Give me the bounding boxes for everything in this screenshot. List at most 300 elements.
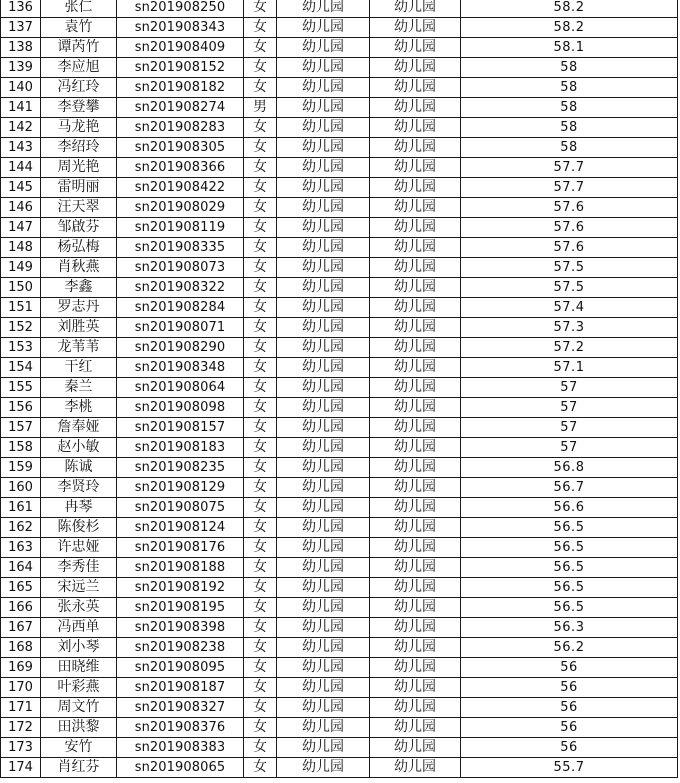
- score-cell[interactable]: 56: [461, 718, 678, 738]
- position-cell[interactable]: 幼儿园: [370, 698, 461, 718]
- gender-cell[interactable]: 男: [244, 98, 277, 118]
- name-cell[interactable]: 刘小琴: [41, 638, 117, 658]
- score-cell[interactable]: 58: [461, 58, 678, 78]
- score-cell[interactable]: 56.5: [461, 598, 678, 618]
- unit-cell[interactable]: 幼儿园: [277, 638, 370, 658]
- exam-id-cell[interactable]: sn201908343: [117, 18, 244, 38]
- unit-cell[interactable]: 幼儿园: [277, 558, 370, 578]
- unit-cell[interactable]: 幼儿园: [277, 118, 370, 138]
- table-row: [1, 298, 678, 318]
- score-cell[interactable]: 58: [461, 118, 678, 138]
- unit-cell[interactable]: 幼儿园: [277, 38, 370, 58]
- row-number-cell[interactable]: 155: [1, 378, 41, 398]
- score-cell[interactable]: 56: [461, 738, 678, 758]
- exam-id-cell[interactable]: sn201908073: [117, 258, 244, 278]
- gender-cell[interactable]: 女: [244, 18, 277, 38]
- exam-id-cell[interactable]: sn201908129: [117, 478, 244, 498]
- name-cell[interactable]: 陈俊杉: [41, 518, 117, 538]
- unit-cell[interactable]: 幼儿园: [277, 458, 370, 478]
- position-cell[interactable]: 幼儿园: [370, 58, 461, 78]
- name-cell[interactable]: 龙苇苇: [41, 338, 117, 358]
- gender-cell[interactable]: 女: [244, 58, 277, 78]
- name-cell[interactable]: 张永英: [41, 598, 117, 618]
- exam-id-cell[interactable]: sn201908366: [117, 158, 244, 178]
- exam-id-cell[interactable]: sn201908335: [117, 238, 244, 258]
- gender-cell[interactable]: 女: [244, 558, 277, 578]
- row-number-cell[interactable]: 150: [1, 278, 41, 298]
- row-number-cell[interactable]: 139: [1, 58, 41, 78]
- gender-cell[interactable]: 女: [244, 438, 277, 458]
- unit-cell[interactable]: 幼儿园: [277, 78, 370, 98]
- gender-cell[interactable]: 女: [244, 618, 277, 638]
- unit-cell[interactable]: 幼儿园: [277, 658, 370, 678]
- position-cell[interactable]: 幼儿园: [370, 438, 461, 458]
- gender-cell[interactable]: 女: [244, 198, 277, 218]
- gender-cell[interactable]: 女: [244, 538, 277, 558]
- table-row: [1, 638, 678, 658]
- exam-id-cell[interactable]: sn201908327: [117, 698, 244, 718]
- name-cell[interactable]: 谭芮竹: [41, 38, 117, 58]
- score-cell[interactable]: 57: [461, 398, 678, 418]
- name-cell[interactable]: 冯红玲: [41, 78, 117, 98]
- position-cell[interactable]: 幼儿园: [370, 358, 461, 378]
- gender-cell[interactable]: 女: [244, 0, 277, 18]
- score-cell[interactable]: 57.4: [461, 298, 678, 318]
- table-row: [1, 418, 678, 438]
- unit-cell[interactable]: 幼儿园: [277, 178, 370, 198]
- score-cell[interactable]: 57.7: [461, 158, 678, 178]
- row-number-cell[interactable]: 154: [1, 358, 41, 378]
- position-cell[interactable]: 幼儿园: [370, 458, 461, 478]
- unit-cell[interactable]: 幼儿园: [277, 578, 370, 598]
- position-cell[interactable]: 幼儿园: [370, 758, 461, 778]
- exam-id-cell[interactable]: sn201908322: [117, 278, 244, 298]
- gender-cell[interactable]: 女: [244, 758, 277, 778]
- unit-cell[interactable]: 幼儿园: [277, 358, 370, 378]
- unit-cell[interactable]: 幼儿园: [277, 618, 370, 638]
- exam-id-cell[interactable]: sn201908383: [117, 738, 244, 758]
- unit-cell[interactable]: 幼儿园: [277, 538, 370, 558]
- position-cell[interactable]: 幼儿园: [370, 598, 461, 618]
- unit-cell[interactable]: 幼儿园: [277, 718, 370, 738]
- position-cell[interactable]: 幼儿园: [370, 618, 461, 638]
- unit-cell[interactable]: 幼儿园: [277, 218, 370, 238]
- unit-cell[interactable]: 幼儿园: [277, 158, 370, 178]
- score-cell[interactable]: 56: [461, 658, 678, 678]
- table-row: [1, 218, 678, 238]
- exam-id-cell[interactable]: sn201908157: [117, 418, 244, 438]
- exam-id-cell[interactable]: sn201908075: [117, 498, 244, 518]
- gender-cell[interactable]: 女: [244, 598, 277, 618]
- gender-cell[interactable]: 女: [244, 338, 277, 358]
- score-cell[interactable]: 57.6: [461, 238, 678, 258]
- gender-cell[interactable]: 女: [244, 78, 277, 98]
- gender-cell[interactable]: 女: [244, 718, 277, 738]
- position-cell[interactable]: 幼儿园: [370, 338, 461, 358]
- row-number-cell[interactable]: 144: [1, 158, 41, 178]
- gender-cell[interactable]: 女: [244, 658, 277, 678]
- table-row: [1, 498, 678, 518]
- name-cell[interactable]: 冯西单: [41, 618, 117, 638]
- name-cell[interactable]: 安竹: [41, 738, 117, 758]
- exam-id-cell[interactable]: sn201908283: [117, 118, 244, 138]
- row-number-cell[interactable]: 147: [1, 218, 41, 238]
- name-cell[interactable]: 张仁: [41, 0, 117, 18]
- name-cell[interactable]: 叶彩燕: [41, 678, 117, 698]
- unit-cell[interactable]: 幼儿园: [277, 438, 370, 458]
- position-cell[interactable]: 幼儿园: [370, 278, 461, 298]
- score-cell[interactable]: 58.1: [461, 38, 678, 58]
- row-number-cell[interactable]: 151: [1, 298, 41, 318]
- score-cell[interactable]: 57: [461, 438, 678, 458]
- table-row: [1, 378, 678, 398]
- row-number-cell[interactable]: 145: [1, 178, 41, 198]
- table-row: [1, 678, 678, 698]
- gender-cell[interactable]: 女: [244, 698, 277, 718]
- row-number-cell[interactable]: 159: [1, 458, 41, 478]
- gender-cell[interactable]: 女: [244, 218, 277, 238]
- score-cell[interactable]: 58: [461, 98, 678, 118]
- position-cell[interactable]: 幼儿园: [370, 298, 461, 318]
- table-row: [1, 558, 678, 578]
- table-row: [1, 38, 678, 58]
- name-cell[interactable]: 秦兰: [41, 378, 117, 398]
- table-row: [1, 718, 678, 738]
- gender-cell[interactable]: 女: [244, 278, 277, 298]
- name-cell[interactable]: 干红: [41, 358, 117, 378]
- score-cell[interactable]: 56.3: [461, 618, 678, 638]
- position-cell[interactable]: 幼儿园: [370, 398, 461, 418]
- position-cell[interactable]: 幼儿园: [370, 718, 461, 738]
- name-cell[interactable]: 汪天翠: [41, 198, 117, 218]
- score-cell[interactable]: 58: [461, 78, 678, 98]
- name-cell[interactable]: 詹奉娅: [41, 418, 117, 438]
- position-cell[interactable]: 幼儿园: [370, 78, 461, 98]
- exam-id-cell[interactable]: sn201908250: [117, 0, 244, 18]
- score-cell[interactable]: 57.3: [461, 318, 678, 338]
- exam-id-cell[interactable]: sn201908290: [117, 338, 244, 358]
- position-cell[interactable]: 幼儿园: [370, 0, 461, 18]
- gender-cell[interactable]: 女: [244, 678, 277, 698]
- row-number-cell[interactable]: 146: [1, 198, 41, 218]
- gender-cell[interactable]: 女: [244, 158, 277, 178]
- score-cell[interactable]: 57.2: [461, 338, 678, 358]
- unit-cell[interactable]: 幼儿园: [277, 298, 370, 318]
- exam-id-cell[interactable]: sn201908284: [117, 298, 244, 318]
- position-cell[interactable]: 幼儿园: [370, 678, 461, 698]
- score-cell[interactable]: 56.5: [461, 578, 678, 598]
- exam-id-cell[interactable]: sn201908071: [117, 318, 244, 338]
- row-number-cell[interactable]: 168: [1, 638, 41, 658]
- unit-cell[interactable]: 幼儿园: [277, 338, 370, 358]
- gender-cell[interactable]: 女: [244, 458, 277, 478]
- exam-id-cell[interactable]: sn201908192: [117, 578, 244, 598]
- score-cell[interactable]: 57: [461, 418, 678, 438]
- row-number-cell[interactable]: 161: [1, 498, 41, 518]
- score-cell[interactable]: 56.6: [461, 498, 678, 518]
- score-cell[interactable]: 56.5: [461, 558, 678, 578]
- table-row: [1, 478, 678, 498]
- position-cell[interactable]: 幼儿园: [370, 158, 461, 178]
- position-cell[interactable]: 幼儿园: [370, 258, 461, 278]
- unit-cell[interactable]: 幼儿园: [277, 98, 370, 118]
- name-cell[interactable]: 李桃: [41, 398, 117, 418]
- table-row: [1, 618, 678, 638]
- exam-id-cell[interactable]: sn201908176: [117, 538, 244, 558]
- position-cell[interactable]: 幼儿园: [370, 498, 461, 518]
- score-cell[interactable]: 58.2: [461, 0, 678, 18]
- exam-id-cell[interactable]: sn201908095: [117, 658, 244, 678]
- row-number-cell[interactable]: 149: [1, 258, 41, 278]
- name-cell[interactable]: 袁竹: [41, 18, 117, 38]
- position-cell[interactable]: 幼儿园: [370, 318, 461, 338]
- unit-cell[interactable]: 幼儿园: [277, 58, 370, 78]
- table-row: [1, 658, 678, 678]
- unit-cell[interactable]: 幼儿园: [277, 278, 370, 298]
- score-cell[interactable]: 57.5: [461, 258, 678, 278]
- gender-cell[interactable]: 女: [244, 238, 277, 258]
- row-number-cell[interactable]: 171: [1, 698, 41, 718]
- score-cell[interactable]: 57.1: [461, 358, 678, 378]
- exam-id-cell[interactable]: sn201908183: [117, 438, 244, 458]
- exam-id-cell[interactable]: sn201908182: [117, 78, 244, 98]
- gender-cell[interactable]: 女: [244, 318, 277, 338]
- exam-id-cell[interactable]: sn201908235: [117, 458, 244, 478]
- gender-cell[interactable]: 女: [244, 378, 277, 398]
- unit-cell[interactable]: 幼儿园: [277, 698, 370, 718]
- row-number-cell[interactable]: 160: [1, 478, 41, 498]
- row-number-cell[interactable]: 162: [1, 518, 41, 538]
- row-number-cell[interactable]: 137: [1, 18, 41, 38]
- row-number-cell[interactable]: 141: [1, 98, 41, 118]
- table-row: [1, 698, 678, 718]
- name-cell[interactable]: 冉琴: [41, 498, 117, 518]
- unit-cell[interactable]: 幼儿园: [277, 498, 370, 518]
- exam-id-cell[interactable]: sn201908119: [117, 218, 244, 238]
- row-number-cell[interactable]: 142: [1, 118, 41, 138]
- unit-cell[interactable]: 幼儿园: [277, 598, 370, 618]
- unit-cell[interactable]: 幼儿园: [277, 518, 370, 538]
- row-number-cell[interactable]: 164: [1, 558, 41, 578]
- position-cell[interactable]: 幼儿园: [370, 518, 461, 538]
- gender-cell[interactable]: 女: [244, 358, 277, 378]
- gender-cell[interactable]: 女: [244, 138, 277, 158]
- position-cell[interactable]: 幼儿园: [370, 238, 461, 258]
- exam-id-cell[interactable]: sn201908152: [117, 58, 244, 78]
- score-cell[interactable]: 57: [461, 378, 678, 398]
- unit-cell[interactable]: 幼儿园: [277, 758, 370, 778]
- exam-id-cell[interactable]: sn201908029: [117, 198, 244, 218]
- name-cell[interactable]: 许忠娅: [41, 538, 117, 558]
- row-number-cell[interactable]: 173: [1, 738, 41, 758]
- position-cell[interactable]: 幼儿园: [370, 418, 461, 438]
- score-cell[interactable]: 56.8: [461, 458, 678, 478]
- name-cell[interactable]: 李应旭: [41, 58, 117, 78]
- position-cell[interactable]: 幼儿园: [370, 178, 461, 198]
- gender-cell[interactable]: 女: [244, 518, 277, 538]
- exam-id-cell[interactable]: sn201908098: [117, 398, 244, 418]
- position-cell[interactable]: 幼儿园: [370, 98, 461, 118]
- row-number-cell[interactable]: 143: [1, 138, 41, 158]
- gender-cell[interactable]: 女: [244, 578, 277, 598]
- score-cell[interactable]: 57.6: [461, 198, 678, 218]
- position-cell[interactable]: 幼儿园: [370, 478, 461, 498]
- score-cell[interactable]: 57.7: [461, 178, 678, 198]
- score-cell[interactable]: 56.5: [461, 518, 678, 538]
- name-cell[interactable]: 周光艳: [41, 158, 117, 178]
- table-row: [1, 78, 678, 98]
- position-cell[interactable]: 幼儿园: [370, 738, 461, 758]
- name-cell[interactable]: 肖秋燕: [41, 258, 117, 278]
- position-cell[interactable]: 幼儿园: [370, 138, 461, 158]
- table-row: [1, 318, 678, 338]
- row-number-cell[interactable]: 148: [1, 238, 41, 258]
- score-cell[interactable]: 55.7: [461, 758, 678, 778]
- position-cell[interactable]: 幼儿园: [370, 658, 461, 678]
- position-cell[interactable]: 幼儿园: [370, 198, 461, 218]
- gender-cell[interactable]: 女: [244, 418, 277, 438]
- table-row: [1, 358, 678, 378]
- unit-cell[interactable]: 幼儿园: [277, 198, 370, 218]
- unit-cell[interactable]: 幼儿园: [277, 0, 370, 18]
- name-cell[interactable]: 宋远兰: [41, 578, 117, 598]
- name-cell[interactable]: 雷明丽: [41, 178, 117, 198]
- unit-cell[interactable]: 幼儿园: [277, 738, 370, 758]
- name-cell[interactable]: 刘胜英: [41, 318, 117, 338]
- row-number-cell[interactable]: 169: [1, 658, 41, 678]
- gender-cell[interactable]: 女: [244, 178, 277, 198]
- row-number-cell[interactable]: 156: [1, 398, 41, 418]
- position-cell[interactable]: 幼儿园: [370, 578, 461, 598]
- name-cell[interactable]: 罗志丹: [41, 298, 117, 318]
- table-row: [1, 438, 678, 458]
- name-cell[interactable]: 李鑫: [41, 278, 117, 298]
- row-number-cell[interactable]: 167: [1, 618, 41, 638]
- gender-cell[interactable]: 女: [244, 38, 277, 58]
- row-number-cell[interactable]: 165: [1, 578, 41, 598]
- score-cell[interactable]: 58.2: [461, 18, 678, 38]
- exam-id-cell[interactable]: sn201908376: [117, 718, 244, 738]
- unit-cell[interactable]: 幼儿园: [277, 398, 370, 418]
- name-cell[interactable]: 杨弘梅: [41, 238, 117, 258]
- position-cell[interactable]: 幼儿园: [370, 378, 461, 398]
- unit-cell[interactable]: 幼儿园: [277, 238, 370, 258]
- row-number-cell[interactable]: 153: [1, 338, 41, 358]
- table-row: [1, 238, 678, 258]
- unit-cell[interactable]: 幼儿园: [277, 378, 370, 398]
- unit-cell[interactable]: 幼儿园: [277, 138, 370, 158]
- table-row: [1, 338, 678, 358]
- gender-cell[interactable]: 女: [244, 638, 277, 658]
- gender-cell[interactable]: 女: [244, 738, 277, 758]
- exam-id-cell[interactable]: sn201908422: [117, 178, 244, 198]
- exam-id-cell[interactable]: sn201908188: [117, 558, 244, 578]
- name-cell[interactable]: 邹啟芬: [41, 218, 117, 238]
- gender-cell[interactable]: 女: [244, 258, 277, 278]
- name-cell[interactable]: 陈诚: [41, 458, 117, 478]
- gender-cell[interactable]: 女: [244, 298, 277, 318]
- exam-id-cell[interactable]: sn201908065: [117, 758, 244, 778]
- row-number-cell[interactable]: 174: [1, 758, 41, 778]
- position-cell[interactable]: 幼儿园: [370, 18, 461, 38]
- name-cell[interactable]: 李登攀: [41, 98, 117, 118]
- gender-cell[interactable]: 女: [244, 398, 277, 418]
- exam-id-cell[interactable]: sn201908348: [117, 358, 244, 378]
- score-cell[interactable]: 56.7: [461, 478, 678, 498]
- table-row: [1, 518, 678, 538]
- exam-id-cell[interactable]: sn201908195: [117, 598, 244, 618]
- score-cell[interactable]: 56.5: [461, 538, 678, 558]
- score-cell[interactable]: 57.5: [461, 278, 678, 298]
- exam-id-cell[interactable]: sn201908238: [117, 638, 244, 658]
- exam-id-cell[interactable]: sn201908398: [117, 618, 244, 638]
- score-cell[interactable]: 57.6: [461, 218, 678, 238]
- score-cell[interactable]: 56: [461, 678, 678, 698]
- score-cell[interactable]: 56: [461, 698, 678, 718]
- unit-cell[interactable]: 幼儿园: [277, 18, 370, 38]
- table-row: [1, 598, 678, 618]
- unit-cell[interactable]: 幼儿园: [277, 678, 370, 698]
- exam-id-cell[interactable]: sn201908064: [117, 378, 244, 398]
- row-number-cell[interactable]: 158: [1, 438, 41, 458]
- exam-id-cell[interactable]: sn201908274: [117, 98, 244, 118]
- name-cell[interactable]: 李秀佳: [41, 558, 117, 578]
- row-number-cell[interactable]: 140: [1, 78, 41, 98]
- score-cell[interactable]: 56.2: [461, 638, 678, 658]
- row-number-cell[interactable]: 163: [1, 538, 41, 558]
- position-cell[interactable]: 幼儿园: [370, 558, 461, 578]
- table-row: [1, 138, 678, 158]
- exam-id-cell[interactable]: sn201908409: [117, 38, 244, 58]
- unit-cell[interactable]: 幼儿园: [277, 258, 370, 278]
- exam-id-cell[interactable]: sn201908305: [117, 138, 244, 158]
- unit-cell[interactable]: 幼儿园: [277, 318, 370, 338]
- name-cell[interactable]: 周文竹: [41, 698, 117, 718]
- score-cell[interactable]: 58: [461, 138, 678, 158]
- row-number-cell[interactable]: 170: [1, 678, 41, 698]
- name-cell[interactable]: 马龙艳: [41, 118, 117, 138]
- position-cell[interactable]: 幼儿园: [370, 538, 461, 558]
- position-cell[interactable]: 幼儿园: [370, 638, 461, 658]
- row-number-cell[interactable]: 138: [1, 38, 41, 58]
- name-cell[interactable]: 田晓维: [41, 658, 117, 678]
- gender-cell[interactable]: 女: [244, 118, 277, 138]
- row-number-cell[interactable]: 157: [1, 418, 41, 438]
- unit-cell[interactable]: 幼儿园: [277, 418, 370, 438]
- unit-cell[interactable]: 幼儿园: [277, 478, 370, 498]
- position-cell[interactable]: 幼儿园: [370, 218, 461, 238]
- name-cell[interactable]: 田洪黎: [41, 718, 117, 738]
- name-cell[interactable]: 李贤玲: [41, 478, 117, 498]
- row-number-cell[interactable]: 152: [1, 318, 41, 338]
- table-row: [1, 258, 678, 278]
- row-number-cell[interactable]: 166: [1, 598, 41, 618]
- name-cell[interactable]: 赵小敏: [41, 438, 117, 458]
- row-number-cell[interactable]: 136: [1, 0, 41, 18]
- name-cell[interactable]: 肖红芬: [41, 758, 117, 778]
- row-number-cell[interactable]: 172: [1, 718, 41, 738]
- position-cell[interactable]: 幼儿园: [370, 118, 461, 138]
- table-row: [1, 578, 678, 598]
- gender-cell[interactable]: 女: [244, 498, 277, 518]
- position-cell[interactable]: 幼儿园: [370, 38, 461, 58]
- table-row: [1, 18, 678, 38]
- table-row: [1, 118, 678, 138]
- gender-cell[interactable]: 女: [244, 478, 277, 498]
- exam-id-cell[interactable]: sn201908124: [117, 518, 244, 538]
- exam-id-cell[interactable]: sn201908187: [117, 678, 244, 698]
- name-cell[interactable]: 李绍玲: [41, 138, 117, 158]
